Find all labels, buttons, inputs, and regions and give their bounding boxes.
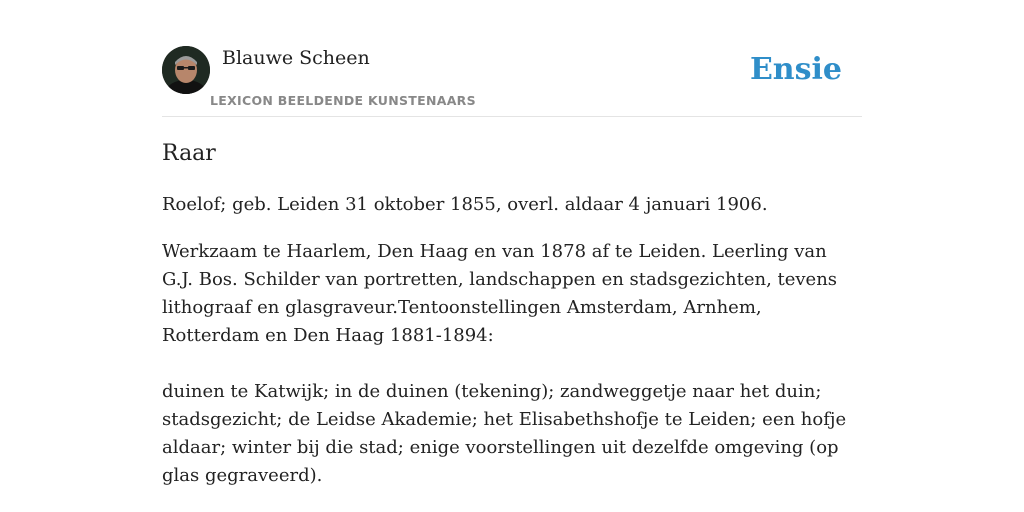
header xyxy=(162,46,862,117)
author-name[interactable]: Blauwe Scheen xyxy=(222,47,370,69)
brand-logo[interactable]: Ensie xyxy=(749,52,842,87)
lexicon-subtitle[interactable]: LEXICON BEELDENDE KUNSTENAARS xyxy=(210,93,476,108)
article-paragraph: Werkzaam te Haarlem, Den Haag en van 1878 af te Leiden. Leerling van G.J. Bos. Schilder van portretten, landschappen en stadsgezichten, tevens lithograaf en glasgraveur.Tentoonstellingen Amsterdam, Arnhem, Rotterdam en Den Haag 1881-1894: duinen te Katwijk; in de duinen (tekening); zandweggetje naar het duin; stadsgezicht; de Leidse Akademie; het Elisabethshofje te Leiden; een hofje aldaar; winter bij die stad; enige voorstellingen uit dezelfde omgeving (op glas gegraveerd). xyxy=(162,241,847,486)
author-avatar-icon xyxy=(162,46,210,94)
article-paragraph: Roelof; geb. Leiden 31 oktober 1855, overl. aldaar 4 januari 1906. xyxy=(162,194,768,215)
article xyxy=(162,138,862,509)
article-title: Raar xyxy=(162,141,216,166)
avatar[interactable] xyxy=(162,46,210,94)
